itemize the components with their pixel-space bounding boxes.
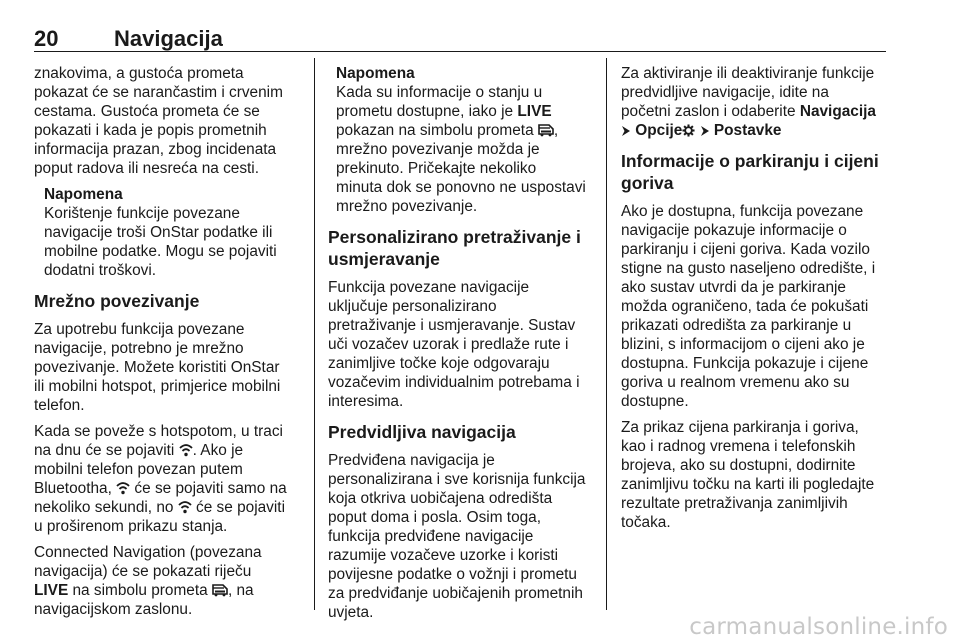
text-line: pokazat će se narančastim i crvenim [34,84,283,101]
paragraph [621,64,893,140]
text-line: pokazati i kada je popis prometnih [34,122,267,139]
text-line: zanimljive točke koje odgovaraju [328,355,550,372]
gear-icon [682,124,695,137]
text-run: na dnu će se pojaviti [34,442,179,459]
text-line [336,102,600,121]
paragraph [34,64,306,178]
text-run: . Ako je [192,442,244,459]
text-line: uči vozačev uzorak i predlaže rute i [328,336,569,353]
text-line: prikazati odredišta za parkiranje u [621,317,852,334]
text-line: stigne na gusto naseljeno odredište, i [621,260,876,277]
page-header [34,26,886,52]
paragraph [34,320,306,415]
text-line: navigacijskom zaslonu. [34,601,193,618]
text-line: cestama. Gustoća prometa će se [34,103,260,120]
text-line: možda ograničeno, tada će pokušati [621,298,869,315]
text-line: personalizirana i sve korisnija funkcija [328,471,586,488]
text-line: Korištenje funkcije povezane [44,205,240,222]
text-run: prometu dostupne, iako je [336,103,518,120]
watermark: carmanualsonline.info [689,614,948,640]
column-1 [34,64,306,626]
text-line: navigacije pokazuje informacije o [621,222,847,239]
heading-line: Personalizirano pretraživanje i [328,227,581,247]
section-heading [621,150,893,194]
text-line: mrežno povezivanje. [336,198,478,215]
text-run: pokazan na simbolu prometa [336,122,538,139]
text-line: Predviđena navigacija je [328,452,495,469]
paragraph [328,278,600,411]
wifi-icon [116,481,130,495]
text-line: koja otkriva uobičajena odredišta [328,490,553,507]
heading-line: Informacije o parkiranju i cijeni [621,151,879,171]
text-line: navigacije troši OnStar podatke ili [44,224,273,241]
heading-line: usmjeravanje [328,249,440,269]
section-heading [328,421,600,443]
paragraph [621,418,893,532]
text-run: početni zaslon i odaberite [621,103,800,120]
text-run: na simbolu prometa [68,582,212,599]
text-line [34,479,306,498]
text-line: vozačevim individualnim potrebama i [328,374,580,391]
text-line: ili mobilni hotspot, primjerice mobilni [34,378,281,395]
menu-path-opcije: Opcije [635,122,683,139]
paragraph [34,543,306,619]
text-line: prekinuto. Pričekajte nekoliko [336,160,537,177]
arrow-right-icon [700,125,710,137]
text-line: Za upotrebu funkcija povezane [34,321,245,338]
text-line: dostupne. [621,393,689,410]
text-line: funkcija predviđene navigacije [328,528,534,545]
heading-line: Predvidljiva navigacija [328,422,516,442]
text-line: povijesne podatke o vožnji i prometu [328,566,577,583]
page-number: 20 [34,26,59,51]
section-heading [34,290,306,312]
column-2 [328,64,600,629]
text-line: Funkcija povezane navigacije [328,279,530,296]
text-line: mrežno povezivanje možda je [336,141,540,158]
text-line: interesima. [328,393,404,410]
text-line: brojeva, ako su dostupni, dodirnite [621,457,856,474]
arrow-right-icon [621,125,631,137]
text-line: Kada se poveže s hotspotom, u traci [34,423,283,440]
page-title: Navigacija [114,26,223,51]
text-line: rezultate pretraživanja zanimljivih [621,495,848,512]
text-line: pretraživanje i usmjeravanje. Sustav [328,317,576,334]
menu-path-navigacija: Navigacija [799,103,876,120]
column-divider-1 [314,58,315,610]
text-line: predvidljive navigacije, idite na [621,84,829,101]
text-line [621,121,893,140]
text-line: parkiranju i cijeni goriva. Kada vozilo [621,241,870,258]
text-line: goriva u realnom vremenu ako su [621,374,850,391]
text-line: dostupna. Funkcija pokazuje i cijene [621,355,869,372]
column-divider-2 [606,58,607,610]
text-line: mobilne podatke. Mogu se pojaviti [44,243,277,260]
text-run: će se pojaviti [191,499,285,516]
heading-line: goriva [621,173,674,193]
text-line: Ako je dostupna, funkcija povezane [621,203,864,220]
text-line: navigacije, potrebno je mrežno [34,340,244,357]
text-line: povezivanje. Možete koristiti OnStar [34,359,280,376]
paragraph [328,451,600,622]
note-title: Napomena [336,65,415,82]
text-run: će se pojaviti samo na [130,480,287,497]
text-line [336,121,600,140]
text-line: minuta dok se ponovno ne uspostavi [336,179,586,196]
live-label: LIVE [517,103,552,120]
live-label: LIVE [34,582,69,599]
paragraph [34,422,306,536]
text-line: telefon. [34,397,85,414]
text-line: za predviđanje uobičajenih prometnih [328,585,583,602]
text-run: , na [227,582,254,599]
text-line: informacija prazan, zbog incidenata [34,141,277,158]
text-line: dodatni troškovi. [44,262,157,279]
text-line: zanimljivu točku na karti ili pogledajte [621,476,875,493]
text-line [34,581,306,600]
text-line: točaka. [621,514,671,531]
text-line [621,102,893,121]
note-box [336,64,600,216]
text-run: , [553,122,559,139]
text-line: ako sustav utvrdi da je parkiranje [621,279,846,296]
text-line: navigacija) će se pokazati riječu [34,563,252,580]
note-title: Napomena [44,186,123,203]
text-line: uključuje personalizirano [328,298,497,315]
text-line: Kada su informacije o stanju u [336,84,543,101]
header-rule [34,51,886,52]
heading-line: Mrežno povezivanje [34,291,200,311]
text-line: u proširenom prikazu stanja. [34,518,228,535]
menu-path-postavke: Postavke [713,122,782,139]
text-line: poput radova ili nesreća na cesti. [34,160,260,177]
column-3 [621,64,893,539]
text-line [34,441,306,460]
text-line: znakovima, a gustoća prometa [34,65,244,82]
text-line: Connected Navigation (povezana [34,544,262,561]
text-line: mobilni telefon povezan putem [34,461,243,478]
text-line: poput doma i posla. Osim toga, [328,509,542,526]
wifi-icon [179,443,193,457]
text-line: Za prikaz cijena parkiranja i goriva, [621,419,859,436]
text-line: uvjeta. [328,604,374,621]
paragraph [621,202,893,411]
car-traffic-icon [212,583,228,597]
wifi-icon [178,500,192,514]
text-run: nekoliko sekundi, no [34,499,178,516]
text-line: Za aktiviranje ili deaktiviranje funkcije [621,65,875,82]
text-line: razumije vozačeve uzorke i koristi [328,547,559,564]
text-line [34,498,306,517]
text-line: blizini, s informacijom o cijeni ako je [621,336,865,353]
car-traffic-icon [538,123,554,137]
text-line: kao i radnog vremena i telefonskih [621,438,856,455]
text-run: Bluetootha, [34,480,117,497]
section-heading [328,226,600,270]
note-box [44,185,306,280]
